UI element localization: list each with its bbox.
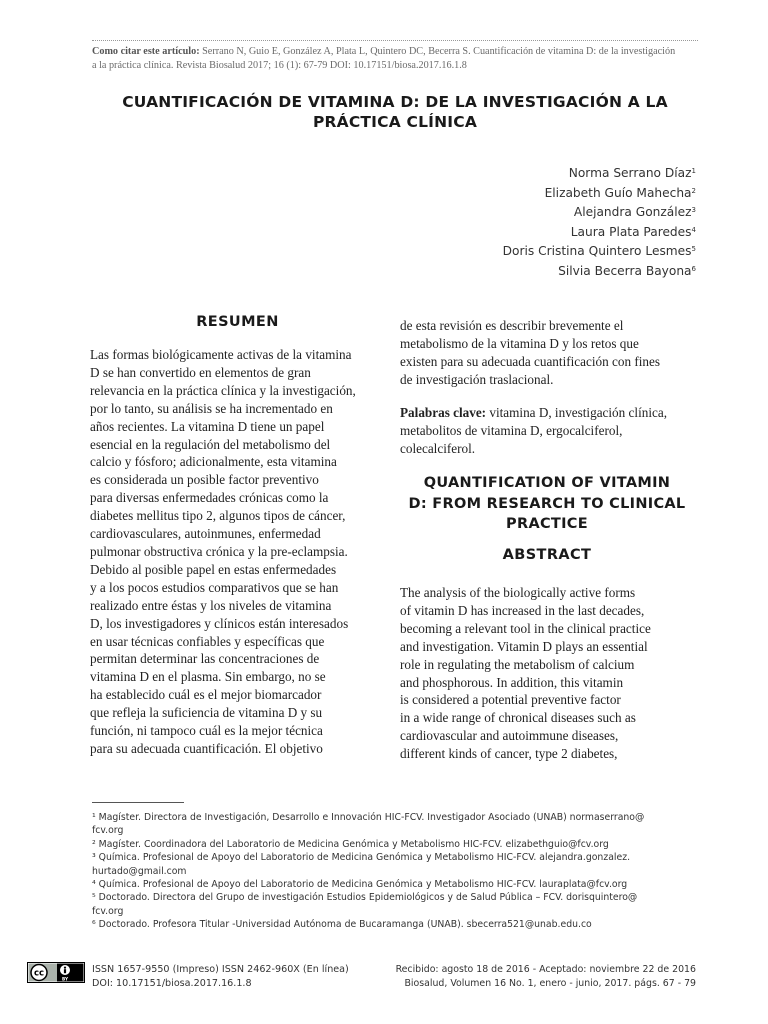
keywords-text: vitamina D, investigación clínica, bbox=[489, 405, 667, 420]
volume-info: Biosalud, Volumen 16 No. 1, enero - junio, 2017. págs. 67 - 79 bbox=[404, 977, 696, 989]
text-line: D se han convertido en elementos de gran bbox=[90, 364, 311, 380]
resumen-body-right bbox=[400, 317, 694, 389]
text-line: ha establecido cuál es el mejor biomarcador bbox=[90, 687, 322, 703]
text-line: diabetes mellitus tipo 2, algunos tipos de cáncer, bbox=[90, 508, 346, 524]
text-line: cardiovasculares, autoinmunes, enfermedad bbox=[90, 526, 321, 542]
text-line: and investigation. Vitamin D plays an essential bbox=[400, 638, 648, 654]
text-line: vitamina D en el plasma. Sin embargo, no se bbox=[90, 669, 326, 685]
abstract-body bbox=[400, 584, 694, 763]
footnote: ⁶ Doctorado. Profesora Titular -Universidad Autónoma de Bucaramanga (UNAB). sbecerra521@unab.edu.co bbox=[92, 919, 592, 931]
author-list bbox=[503, 163, 696, 280]
text-line: y a los pocos estudios comparativos que se han bbox=[90, 579, 339, 595]
citation-label: Como citar este artículo: bbox=[92, 46, 200, 57]
keywords-text: metabolitos de vitamina D, ergocalciferol, bbox=[400, 422, 623, 438]
citation-block bbox=[92, 45, 698, 72]
text-line: pulmonar obstructiva crónica y la pre-eclampsia. bbox=[90, 543, 348, 559]
citation-text: Serrano N, Guio E, González A, Plata L, Quintero DC, Becerra S. Cuantificación de vitamina D: de la investigación bbox=[202, 46, 676, 57]
svg-text:cc: cc bbox=[33, 968, 45, 979]
author: Silvia Becerra Bayona$^6$ bbox=[558, 263, 696, 278]
text-line: calcio y fósforo; adicionalmente, esta vitamina bbox=[90, 454, 337, 470]
text-line: D, los investigadores y clínicos están interesados bbox=[90, 615, 349, 631]
text-line: para diversas enfermedades crónicas como la bbox=[90, 490, 329, 506]
text-line: cardiovascular and autoimmune diseases, bbox=[400, 728, 619, 744]
text-line: in a wide range of chronical diseases such as bbox=[400, 710, 636, 726]
text-line: role in regulating the metabolism of calcium bbox=[400, 656, 635, 672]
footnote: ⁴ Química. Profesional de Apoyo del Laboratorio de Medicina Genómica y Metabolismo HIC-FCV. lauraplata@fcv.org bbox=[92, 879, 628, 891]
footnote: ² Magíster. Coordinadora del Laboratorio de Medicina Genómica y Metabolismo HIC-FCV. elizabethguio@fcv.org bbox=[92, 838, 609, 850]
text-line: de investigación traslacional. bbox=[400, 371, 554, 387]
footnote-divider bbox=[92, 802, 184, 803]
footnote: fcv.org bbox=[92, 905, 124, 917]
text-line: is considered a potential preventive factor bbox=[400, 692, 621, 708]
text-line: metabolismo de la vitamina D y los retos que bbox=[400, 335, 639, 351]
text-line: Debido al posible papel en estas enfermedades bbox=[90, 561, 337, 577]
svg-text:BY: BY bbox=[62, 976, 68, 982]
author: Doris Cristina Quintero Lesmes$^5$ bbox=[502, 244, 696, 258]
text-line: permitan determinar las concentraciones de bbox=[90, 651, 320, 667]
footnote: ¹ Magíster. Directora de Investigación, Desarrollo e Innovación HIC-FCV. Investigador Asociado (UNAB) normaserrano@ bbox=[92, 812, 645, 823]
citation-divider bbox=[92, 40, 698, 41]
abstract-heading: ABSTRACT bbox=[502, 547, 592, 563]
title-line: D: FROM RESEARCH TO CLINICAL bbox=[408, 495, 686, 512]
issn-text: ISSN 1657-9550 (Impreso) ISSN 2462-960X (En línea) bbox=[92, 964, 349, 975]
resumen-body-left bbox=[90, 346, 385, 758]
text-line: becoming a relevant tool in the clinical practice bbox=[400, 620, 651, 636]
title-line: PRACTICE bbox=[506, 516, 588, 532]
author: Laura Plata Paredes$^4$ bbox=[570, 224, 696, 239]
text-line: por lo tanto, su análisis se ha incrementado en bbox=[90, 400, 333, 416]
doi-text: DOI: 10.17151/biosa.2017.16.1.8 bbox=[92, 977, 252, 989]
issn-block bbox=[92, 963, 349, 990]
text-line: existen para su adecuada cuantificación con fines bbox=[400, 353, 660, 369]
text-line: and phosphorous. In addition, this vitamin bbox=[400, 674, 624, 690]
text-line: The analysis of the biologically active forms bbox=[400, 585, 636, 600]
title-line: PRÁCTICA CLÍNICA bbox=[312, 113, 478, 131]
footnote: hurtado@gmail.com bbox=[92, 865, 187, 877]
title-line: QUANTIFICATION OF VITAMIN bbox=[423, 475, 671, 491]
text-line: esencial en la regulación del metabolismo del bbox=[90, 436, 331, 452]
article-title bbox=[92, 92, 698, 132]
cc-by-icon[interactable] bbox=[27, 962, 85, 983]
text-line: of vitamin D has increased in the last decades, bbox=[400, 602, 645, 618]
keywords-label: Palabras clave: bbox=[400, 405, 487, 420]
footnote: fcv.org bbox=[92, 825, 124, 837]
text-line: en usar técnicas confiables y específicas que bbox=[90, 633, 325, 649]
text-line: de esta revisión es describir brevemente el bbox=[400, 318, 624, 333]
publication-info bbox=[396, 963, 696, 990]
footnote: ⁵ Doctorado. Directora del Grupo de investigación Estudios Epidemiológicos y de Salud Pública – FCV. dorisquintero@ bbox=[92, 892, 638, 904]
text-line: relevancia en la práctica clínica y la investigación, bbox=[90, 382, 356, 398]
footnotes bbox=[92, 811, 696, 932]
text-line: Las formas biológicamente activas de la vitamina bbox=[90, 347, 352, 362]
keywords bbox=[400, 404, 694, 458]
text-line: es considerada un posible factor preventivo bbox=[90, 472, 319, 488]
author: Alejandra González$^3$ bbox=[573, 205, 696, 219]
received-dates: Recibido: agosto 18 de 2016 - Aceptado: noviembre 22 de 2016 bbox=[395, 964, 696, 975]
author: Norma Serrano Díaz$^1$ bbox=[568, 166, 696, 180]
text-line: different kinds of cancer, type 2 diabetes, bbox=[400, 746, 618, 762]
footnote: ³ Química. Profesional de Apoyo del Laboratorio de Medicina Genómica y Metabolismo HIC-FCV. alejandra.gonzalez. bbox=[92, 852, 631, 864]
text-line: para su adecuada cuantificación. El objetivo bbox=[90, 740, 323, 756]
english-title bbox=[400, 473, 694, 535]
keywords-text: colecalciferol. bbox=[400, 440, 476, 456]
resumen-heading: RESUMEN bbox=[196, 314, 279, 330]
text-line: que refleja la suficiencia de vitamina D y su bbox=[90, 705, 323, 721]
author: Elizabeth Guío Mahecha$^2$ bbox=[544, 185, 696, 200]
text-line: función, ni tampoco cuál es la mejor técnica bbox=[90, 723, 323, 739]
text-line: realizado entre éstas y los niveles de vitamina bbox=[90, 597, 332, 613]
citation-text-2: a la práctica clínica. Revista Biosalud 2017; 16 (1): 67-79 DOI: 10.17151/biosa.2017.16.1.8 bbox=[92, 59, 467, 71]
text-line: años recientes. La vitamina D tiene un papel bbox=[90, 418, 325, 434]
title-line: CUANTIFICACIÓN DE VITAMINA D: DE LA INVESTIGACIÓN A LA bbox=[122, 93, 668, 111]
